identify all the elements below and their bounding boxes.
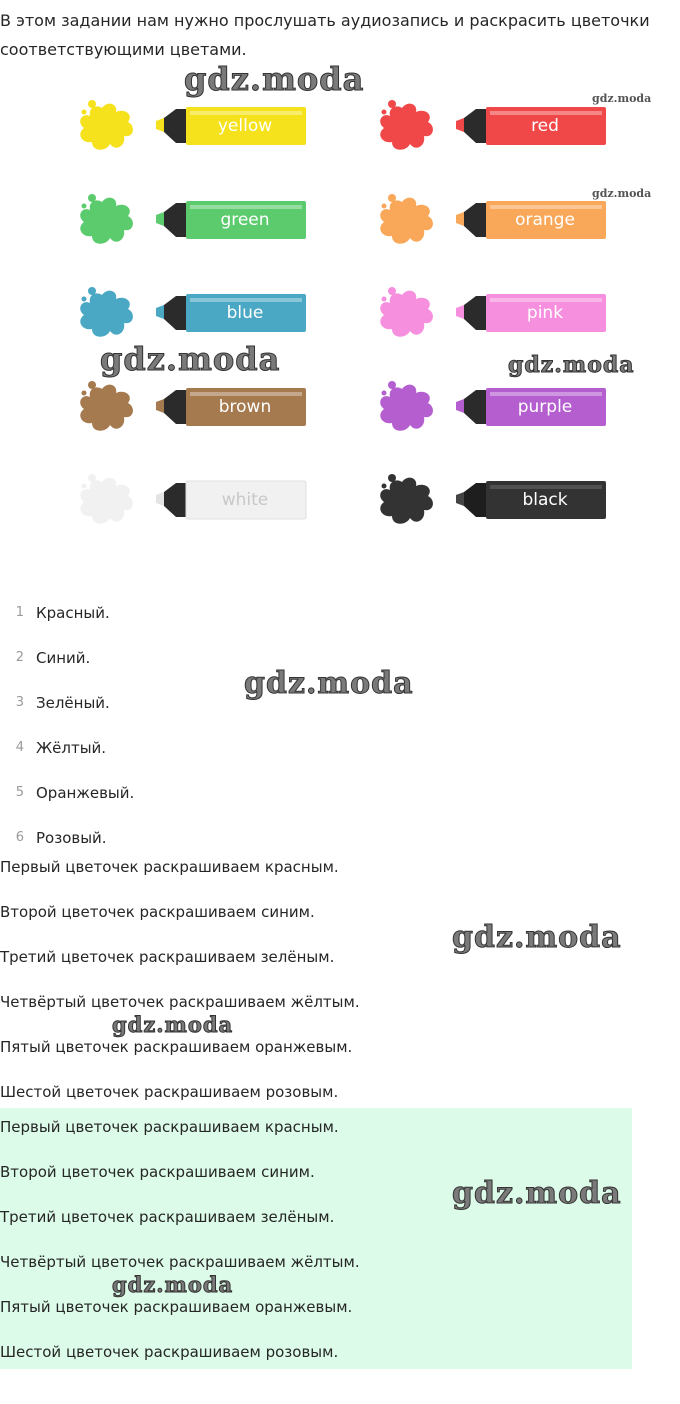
marker-blue [72, 283, 332, 343]
watermark: gdz.moda [100, 340, 281, 378]
answer-sentence: Пятый цветочек раскрашиваем оранжевым. [0, 1298, 353, 1316]
watermark: gdz.moda [452, 1176, 622, 1211]
marker-white [72, 470, 332, 530]
marker-label: blue [226, 303, 264, 323]
sentence: Шестой цветочек раскрашиваем розовым. [0, 1083, 339, 1101]
list-item: 6 Розовый. [15, 828, 107, 847]
sentence: Пятый цветочек раскрашиваем оранжевым. [0, 1038, 353, 1056]
paint-splash-icon [72, 377, 140, 437]
marker-label: green [220, 210, 270, 230]
sentence: Первый цветочек раскрашиваем красным. [0, 858, 339, 876]
sentence: Третий цветочек раскрашиваем зелёным. [0, 948, 335, 966]
answer-sentence: Второй цветочек раскрашиваем синим. [0, 1163, 315, 1181]
list-item: 3 Зелёный. [15, 693, 110, 712]
watermark: gdz.moda [508, 352, 635, 378]
marker-label: black [522, 490, 568, 510]
marker-label: orange [515, 210, 575, 230]
answer-sentence: Шестой цветочек раскрашиваем розовым. [0, 1343, 339, 1361]
marker-label: white [221, 490, 269, 510]
marker-label: brown [218, 397, 272, 417]
marker-label: purple [517, 397, 573, 417]
list-item: 5 Оранжевый. [15, 783, 135, 802]
marker-label: red [531, 116, 559, 136]
marker-label: yellow [217, 116, 273, 136]
watermark: gdz.moda [184, 60, 365, 98]
list-item: 1 Красный. [15, 603, 110, 622]
watermark: gdz.moda [244, 666, 414, 701]
numbered-list [0, 590, 400, 860]
answer-sentence: Третий цветочек раскрашиваем зелёным. [0, 1208, 335, 1226]
answer-sentence: Первый цветочек раскрашиваем красным. [0, 1118, 339, 1136]
paint-splash-icon [372, 283, 440, 343]
sentence: Четвёртый цветочек раскрашиваем жёлтым. [0, 993, 360, 1011]
watermark: gdz.moda [112, 1012, 234, 1037]
paint-splash-icon [72, 96, 140, 156]
list-item: 4 Жёлтый. [15, 738, 107, 757]
watermark: gdz.moda [592, 92, 652, 105]
list-item: 2 Синий. [15, 648, 91, 667]
paint-splash-icon [372, 470, 440, 530]
watermark: gdz.moda [452, 920, 622, 955]
watermark: gdz.moda [592, 187, 652, 200]
marker-pink [372, 283, 632, 343]
answer-box [0, 1108, 632, 1369]
paint-splash-icon [372, 377, 440, 437]
answer-sentence: Четвёртый цветочек раскрашиваем жёлтым. [0, 1253, 360, 1271]
paint-splash-icon [372, 190, 440, 250]
marker-black [372, 470, 632, 530]
marker-purple [372, 377, 632, 437]
sentence: Второй цветочек раскрашиваем синим. [0, 903, 315, 921]
paint-splash-icon [72, 283, 140, 343]
marker-label: pink [526, 303, 564, 323]
intro-text: В этом задании нам нужно прослушать аудиозапись и раскрасить цветочки соответствующими цветами. [0, 11, 650, 59]
paint-splash-icon [372, 96, 440, 156]
paint-splash-icon [72, 190, 140, 250]
watermark: gdz.moda [112, 1272, 234, 1297]
marker-red [372, 96, 632, 156]
splash-shape [80, 104, 133, 150]
marker-green [72, 190, 332, 250]
marker-brown [72, 377, 332, 437]
paint-splash-icon [72, 470, 140, 530]
marker-yellow [72, 96, 332, 156]
